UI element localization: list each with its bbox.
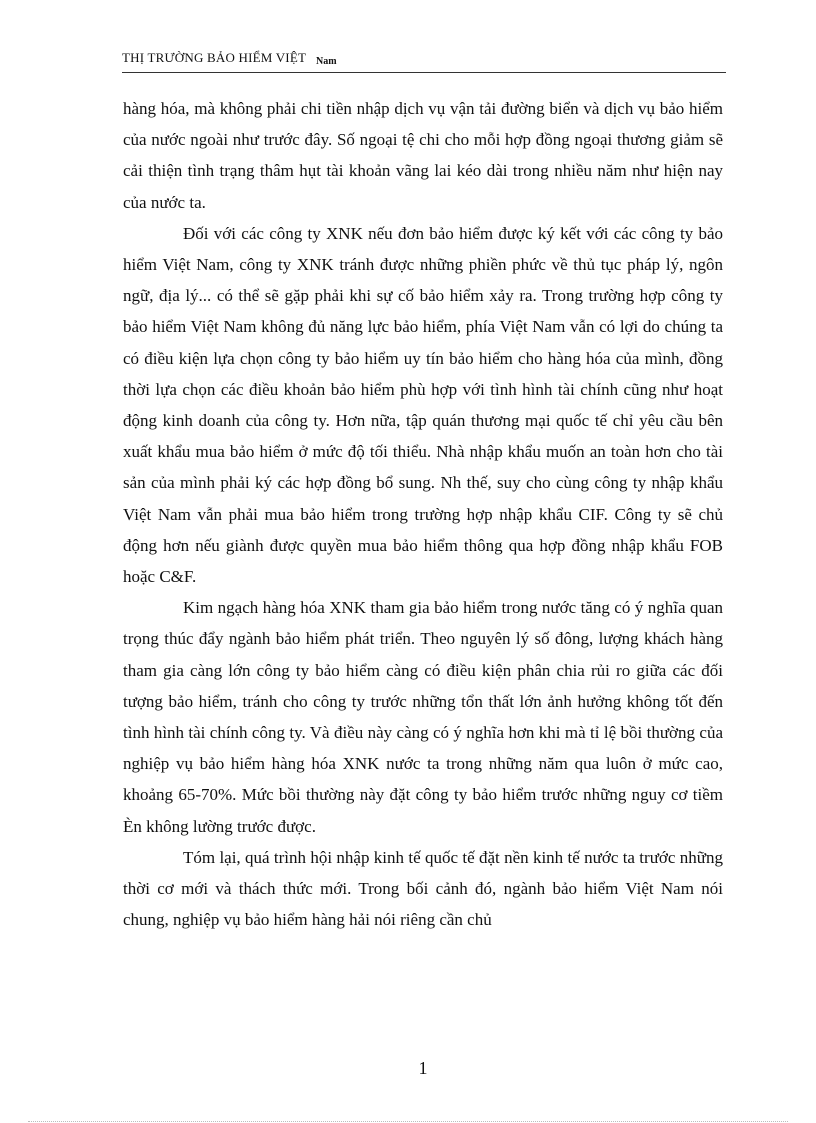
paragraph: Tóm lại, quá trình hội nhập kinh tế quốc tế đặt nền kinh tế nước ta trước những thời cơ mới và thách thức mới. Trong bối cảnh đó, ngành bảo hiểm Việt Nam nói chung, nghiệp vụ bảo hiểm hàng hải nói riêng cần chủ [123,847,723,930]
running-header [122,46,726,73]
paragraph: Kim ngạch hàng hóa XNK tham gia bảo hiểm trong nước tăng có ý nghĩa quan trọng thúc đẩy ngành bảo hiểm phát triển. Theo nguyên lý số đông, lượng khách hàng tham gia càng lớn công ty bảo hiểm càng có điều kiện phân chia rủi ro giữa các đối tượng bảo hiểm, tránh cho công ty trước những tổn thất lớn ảnh hưởng không tốt đến tình hình tài chính công ty. Và điều này càng có ý nghĩa hơn khi mà tỉ lệ bồi thường của nghiệp vụ bảo hiểm hàng hóa XNK nước ta trong những năm qua luôn ở mức cao, khoảng 65-70%. Mức bồi thường này đặt công ty bảo hiểm trước những nguy cơ tiềm Èn không lường trước được. [123,598,723,836]
header-title-suffix: Nam [316,56,337,67]
header-title: THỊ TRƯỜNG BẢO HIỂM VIỆT [122,50,307,65]
body-text [123,93,723,935]
page-number: 1 [418,1058,428,1078]
paragraph: Đối với các công ty XNK nếu đơn bảo hiểm được ký kết với các công ty bảo hiểm Việt Nam, công ty XNK tránh được những phiền phức về thủ tục pháp lý, ngôn ngữ, địa lý... có thể sẽ gặp phải khi sự cố bảo hiểm xảy ra. Trong trường hợp công ty bảo hiểm Việt Nam không đủ năng lực bảo hiểm, phía Việt Nam vẫn có lợi do chúng ta có điều kiện lựa chọn công ty bảo hiểm uy tín bảo hiểm cho hàng hóa của mình, đồng thời lựa chọn các điều khoản bảo hiểm phù hợp với tình hình tài chính cũng như hoạt động kinh doanh của công ty. Hơn nữa, tập quán thương mại quốc tế chỉ yêu cầu bên xuất khẩu mua bảo hiểm ở mức độ tối thiểu. Nhà nhập khẩu muốn an toàn hơn cho tài sản của mình phải ký các hợp đồng bổ sung. Nh thế, suy cho cùng công ty nhập khẩu Việt Nam vẫn phải mua bảo hiểm trong trường hợp nhập khẩu CIF. Công ty sẽ chủ động hơn nếu giành được quyền mua bảo hiểm thông qua hợp đồng nhập khẩu FOB hoặc C&F. [123,223,723,587]
page-bottom-divider [28,1121,788,1122]
paragraph-continued: hàng hóa, mà không phải chi tiền nhập dịch vụ vận tải đường biển và dịch vụ bảo hiểm của nước ngoài như trước đây. Số ngoại tệ chi cho mỗi hợp đồng ngoại thương giảm sẽ cải thiện tình trạng thâm hụt tài khoản vãng lai kéo dài trong nhiều năm như hiện nay của nước ta. [123,99,723,212]
